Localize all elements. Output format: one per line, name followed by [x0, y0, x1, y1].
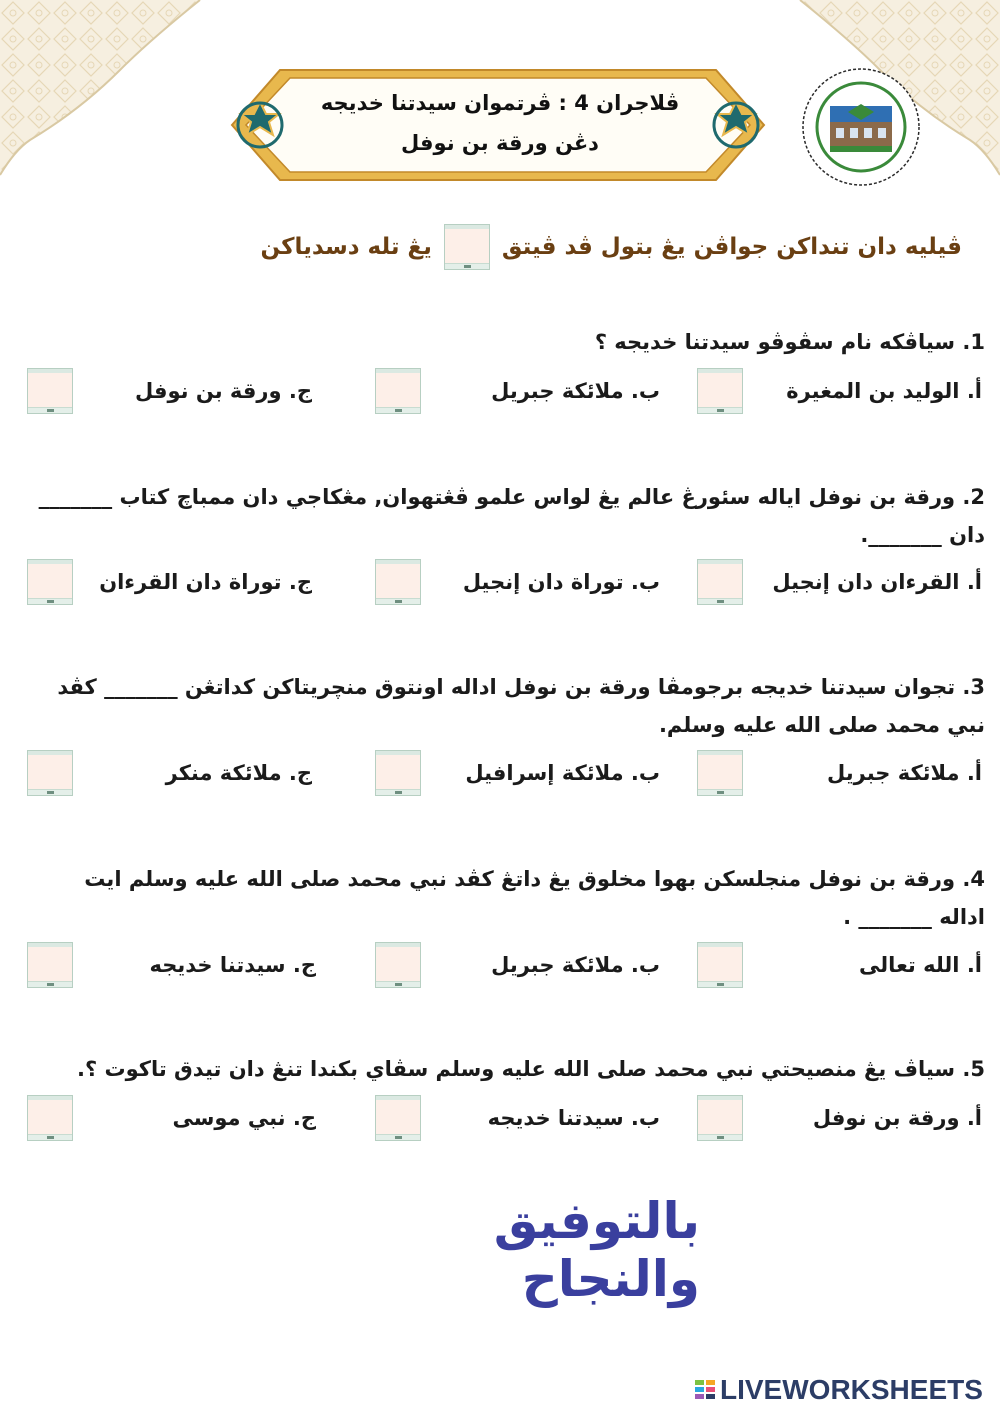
q5-option-b-label: ب. سيدتنا خديجه: [487, 1106, 660, 1130]
q2-option-b-checkbox[interactable]: [375, 559, 421, 605]
q5-option-c-label: ج. نبي موسى: [172, 1106, 316, 1130]
instruction-text-before: ڤيليه دان تنداكن جواڤن يڠ بتول ڤد ڤيتق: [501, 234, 962, 260]
q3-option-a-checkbox[interactable]: [697, 750, 743, 796]
q1-option-a-checkbox[interactable]: [697, 368, 743, 414]
q4-option-a-checkbox[interactable]: [697, 942, 743, 988]
question-1: 1. سياڤكه نام سڤوڤو سيدتنا خديجه ؟: [594, 330, 985, 354]
title-line-1: ڤلاجران 4 : ڤرتموان سيدتنا خديجه: [320, 91, 680, 115]
q4-option-c-checkbox[interactable]: [27, 942, 73, 988]
corner-ornament-left: [0, 0, 260, 190]
sample-answer-box: [444, 224, 490, 270]
question-2: 2. ورقة بن نوفل اياله سئورڠ عالم يڠ لواس علمو ڤڠتهوان, مڠکاجي دان ممباچ كتاب _______ دان _______.: [38, 485, 985, 547]
q2-option-a-checkbox[interactable]: [697, 559, 743, 605]
instruction-text-after: يڠ تله دسدياكن: [260, 234, 432, 260]
title-line-2: دڠن ورقة بن نوفل: [401, 131, 599, 155]
q3-option-b-checkbox[interactable]: [375, 750, 421, 796]
q5-option-a-checkbox[interactable]: [697, 1095, 743, 1141]
school-logo: [800, 66, 922, 188]
question-5: 5. سياڤ يڠ منصيحتي نبي محمد صلى الله عليه وسلم سڤاي بكندا تنڠ دان تيدق تاكوت ؟.: [77, 1057, 985, 1081]
q3-option-c-label: ج. ملائكة منكر: [165, 761, 312, 785]
liveworksheets-brand-text: LIVEWORKSHEETS: [720, 1374, 983, 1405]
page-title: [285, 78, 715, 168]
q1-option-c-checkbox[interactable]: [27, 368, 73, 414]
q4-option-c-label: ج. سيدتنا خديجه: [149, 953, 316, 977]
q2-option-b-label: ب. توراة دان إنجيل: [462, 570, 660, 594]
q2-option-c-label: ج. توراة دان القرءان: [99, 570, 312, 594]
liveworksheets-logo-icon: [694, 1378, 716, 1402]
liveworksheets-brand[interactable]: [694, 1372, 990, 1408]
question-3: 3. تجوان سيدتنا خديجه برجومڤا ورقة بن نوفل اداله اونتوق منچريتاكن كداتڠن _______ كڤد نبي محمد صلى الله عليه وسلم.: [57, 675, 985, 737]
q2-option-c-checkbox[interactable]: [27, 559, 73, 605]
q5-option-c-checkbox[interactable]: [27, 1095, 73, 1141]
q5-option-b-checkbox[interactable]: [375, 1095, 421, 1141]
q3-option-a-label: أ. ملائكة جبريل: [827, 761, 982, 785]
question-4: 4. ورقة بن نوفل منجلسكن بهوا مخلوق يڠ داتڠ كڤد نبي محمد صلى الله عليه وسلم ايت اداله _______ .: [84, 867, 985, 929]
q4-option-b-checkbox[interactable]: [375, 942, 421, 988]
q1-option-c-label: ج. ورقة بن نوفل: [134, 379, 312, 403]
q3-option-b-label: ب. ملائكة إسرافيل: [465, 761, 660, 785]
q5-option-a-label: أ. ورقة بن نوفل: [812, 1106, 982, 1130]
q1-option-b-label: ب. ملائكة جبريل: [491, 379, 660, 403]
q3-option-c-checkbox[interactable]: [27, 750, 73, 796]
q4-option-b-label: ب. ملائكة جبريل: [491, 953, 660, 977]
instruction: [240, 224, 962, 270]
q1-option-a-label: أ. الوليد بن المغيرة: [786, 379, 982, 403]
q1-option-b-checkbox[interactable]: [375, 368, 421, 414]
q2-option-a-label: أ. القرءان دان إنجيل: [772, 570, 982, 594]
q4-option-a-label: أ. الله تعالى: [859, 953, 982, 977]
closing-message: بالتوفيق والنجاح: [493, 1192, 700, 1308]
